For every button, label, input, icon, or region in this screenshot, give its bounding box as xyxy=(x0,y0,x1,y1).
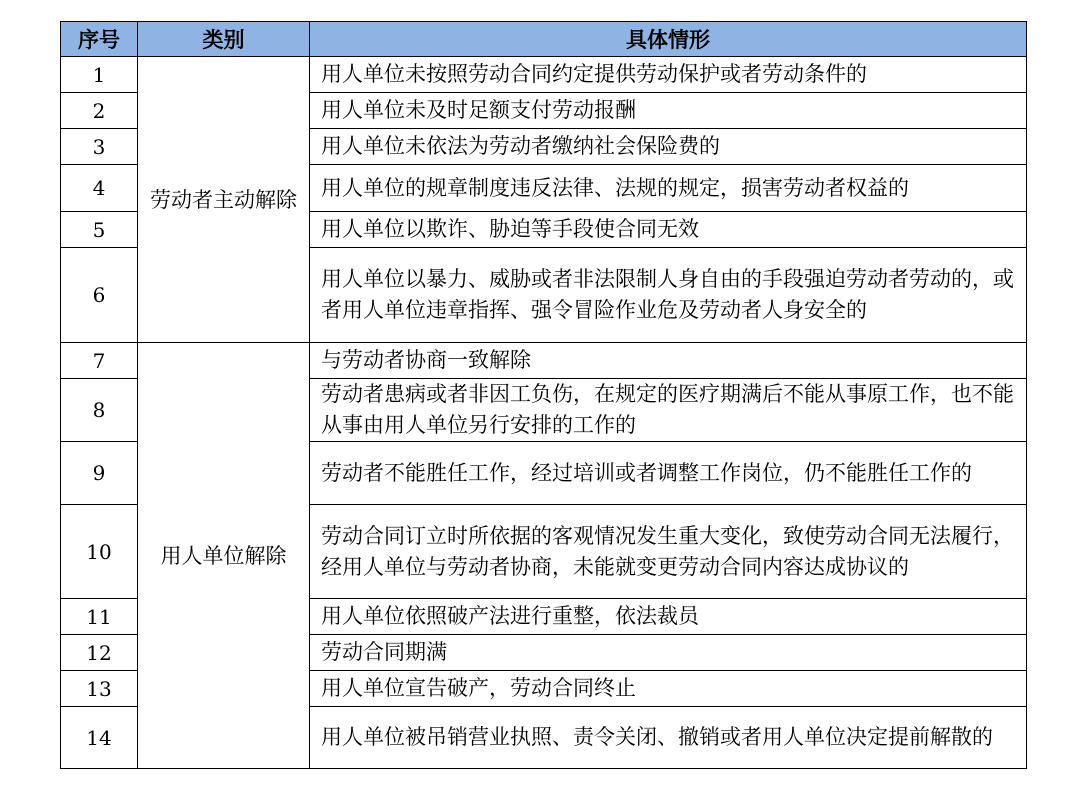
row-description: 劳动合同订立时所依据的客观情况发生重大变化，致使劳动合同无法履行，经用人单位与劳动者协商，未能就变更劳动合同内容达成协议的 xyxy=(310,505,1027,599)
row-description: 用人单位未依法为劳动者缴纳社会保险费的 xyxy=(310,129,1027,165)
table-header-row xyxy=(61,22,1027,57)
table-row xyxy=(61,57,1027,93)
row-number: 10 xyxy=(61,505,138,599)
row-description: 用人单位被吊销营业执照、责令关闭、撤销或者用人单位决定提前解散的 xyxy=(310,707,1027,769)
row-number: 6 xyxy=(61,248,138,343)
termination-table xyxy=(60,21,1027,769)
row-description: 用人单位依照破产法进行重整，依法裁员 xyxy=(310,599,1027,635)
row-number: 5 xyxy=(61,212,138,248)
row-number: 4 xyxy=(61,165,138,212)
row-description: 用人单位的规章制度违反法律、法规的规定，损害劳动者权益的 xyxy=(310,165,1027,212)
row-number: 9 xyxy=(61,442,138,505)
row-description: 用人单位以欺诈、胁迫等手段使合同无效 xyxy=(310,212,1027,248)
row-number: 13 xyxy=(61,671,138,707)
header-seq: 序号 xyxy=(61,22,138,57)
row-description: 劳动者不能胜任工作，经过培训或者调整工作岗位，仍不能胜任工作的 xyxy=(310,442,1027,505)
row-description: 与劳动者协商一致解除 xyxy=(310,343,1027,379)
row-description: 劳动合同期满 xyxy=(310,635,1027,671)
table-row xyxy=(61,343,1027,379)
category-employee-resign: 劳动者主动解除 xyxy=(138,57,310,343)
row-description: 劳动者患病或者非因工负伤，在规定的医疗期满后不能从事原工作，也不能从事由用人单位另行安排的工作的 xyxy=(310,379,1027,442)
row-number: 7 xyxy=(61,343,138,379)
row-number: 3 xyxy=(61,129,138,165)
row-number: 8 xyxy=(61,379,138,442)
row-number: 12 xyxy=(61,635,138,671)
row-description: 用人单位未及时足额支付劳动报酬 xyxy=(310,93,1027,129)
row-description: 用人单位未按照劳动合同约定提供劳动保护或者劳动条件的 xyxy=(310,57,1027,93)
row-number: 11 xyxy=(61,599,138,635)
row-number: 1 xyxy=(61,57,138,93)
row-description: 用人单位宣告破产，劳动合同终止 xyxy=(310,671,1027,707)
row-number: 14 xyxy=(61,707,138,769)
header-category: 类别 xyxy=(138,22,310,57)
row-number: 2 xyxy=(61,93,138,129)
category-employer-dismiss: 用人单位解除 xyxy=(138,343,310,769)
row-description: 用人单位以暴力、威胁或者非法限制人身自由的手段强迫劳动者劳动的，或者用人单位违章指挥、强令冒险作业危及劳动者人身安全的 xyxy=(310,248,1027,343)
header-detail: 具体情形 xyxy=(310,22,1027,57)
